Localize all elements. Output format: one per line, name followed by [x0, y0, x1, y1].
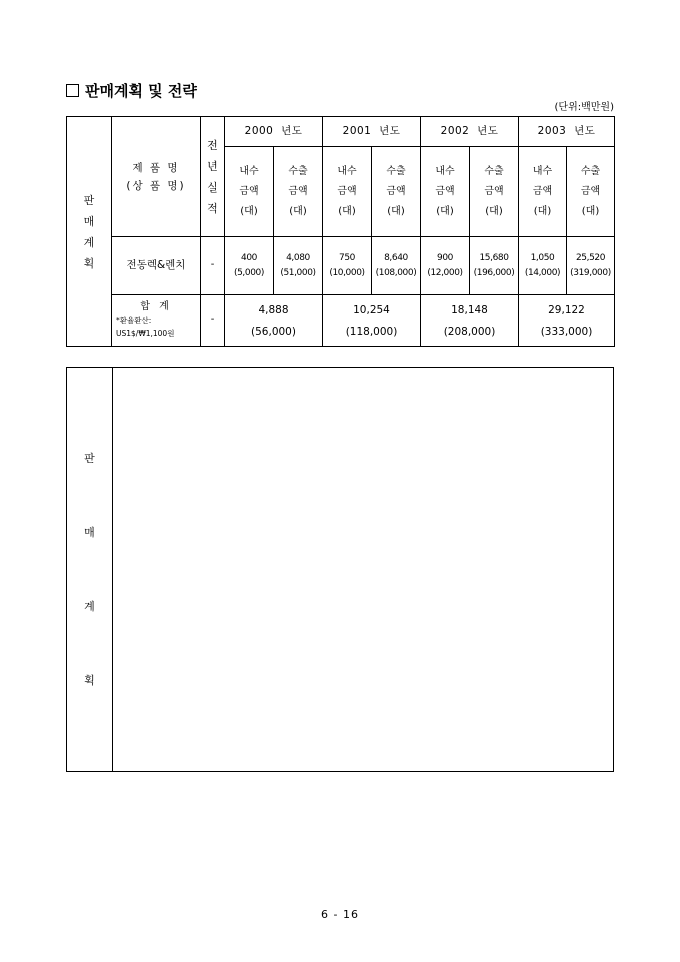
sales-plan-table [66, 116, 615, 347]
side-label: 판매계획 [83, 193, 95, 270]
total-2002: 18,148 (208,000) [421, 295, 519, 347]
checkbox-square-icon [66, 84, 79, 97]
product-cell-2002-export: 15,680 (196,000) [470, 237, 519, 295]
sub-header-domestic: 내수 금액 (대) [323, 147, 372, 237]
product-cell-2002-domestic: 900 (12,000) [421, 237, 470, 295]
prev-header: 전년실적 [207, 138, 218, 215]
sub-header-export: 수출 금액 (대) [470, 147, 519, 237]
strategy-label-cell [67, 368, 113, 772]
year-header-2000: 2000 년도 [225, 117, 323, 147]
exchange-note-2: US1$/₩1,100원 [116, 328, 175, 338]
sub-header-domestic: 내수 금액 (대) [421, 147, 470, 237]
strategy-content-area[interactable] [113, 368, 614, 772]
sales-plan-strategy-box [66, 367, 614, 772]
total-2000: 4,888 (56,000) [225, 295, 323, 347]
year-header-2001: 2001 년도 [323, 117, 421, 147]
product-cell-2001-domestic: 750 (10,000) [323, 237, 372, 295]
unit-label: (단위:백만원) [554, 102, 614, 113]
total-2003: 29,122 (333,000) [519, 295, 615, 347]
page-number: 6 - 16 [321, 908, 359, 921]
total-2001: 10,254 (118,000) [323, 295, 421, 347]
side-label-cell [67, 117, 112, 347]
sub-header-export: 수출 금액 (대) [274, 147, 323, 237]
strategy-label-char: 판 [84, 451, 95, 465]
sub-header-domestic: 내수 금액 (대) [225, 147, 274, 237]
prev-header-cell [201, 117, 225, 237]
product-cell-2000-domestic: 400 (5,000) [225, 237, 274, 295]
year-header-row [67, 117, 615, 147]
strategy-label-char: 매 [84, 525, 95, 539]
sub-header-export: 수출 금액 (대) [567, 147, 615, 237]
sub-header-domestic: 내수 금액 (대) [519, 147, 567, 237]
section-title [66, 80, 197, 101]
product-header-cell [112, 117, 201, 237]
section-title-text: 판매계획 및 전략 [85, 82, 197, 100]
product-row [67, 237, 615, 295]
product-cell-2001-export: 8,640 (108,000) [372, 237, 421, 295]
total-label: 합 계 [140, 301, 172, 313]
year-header-2002: 2002 년도 [421, 117, 519, 147]
total-prev: - [201, 295, 225, 347]
total-label-cell [112, 295, 201, 347]
total-row [67, 295, 615, 347]
product-header-line-2: (상 품 명) [126, 179, 186, 192]
product-cell-2003-domestic: 1,050 (14,000) [519, 237, 567, 295]
product-prev: - [201, 237, 225, 295]
year-header-2003: 2003 년도 [519, 117, 615, 147]
strategy-label-char: 획 [84, 673, 95, 687]
product-header-line-1: 제 품 명 [132, 161, 180, 174]
product-name: 전동렉&렌치 [112, 237, 201, 295]
strategy-label-char: 계 [84, 599, 95, 613]
product-cell-2003-export: 25,520 (319,000) [567, 237, 615, 295]
exchange-note-1: *환율환산: [116, 315, 152, 325]
sub-header-export: 수출 금액 (대) [372, 147, 421, 237]
product-cell-2000-export: 4,080 (51,000) [274, 237, 323, 295]
